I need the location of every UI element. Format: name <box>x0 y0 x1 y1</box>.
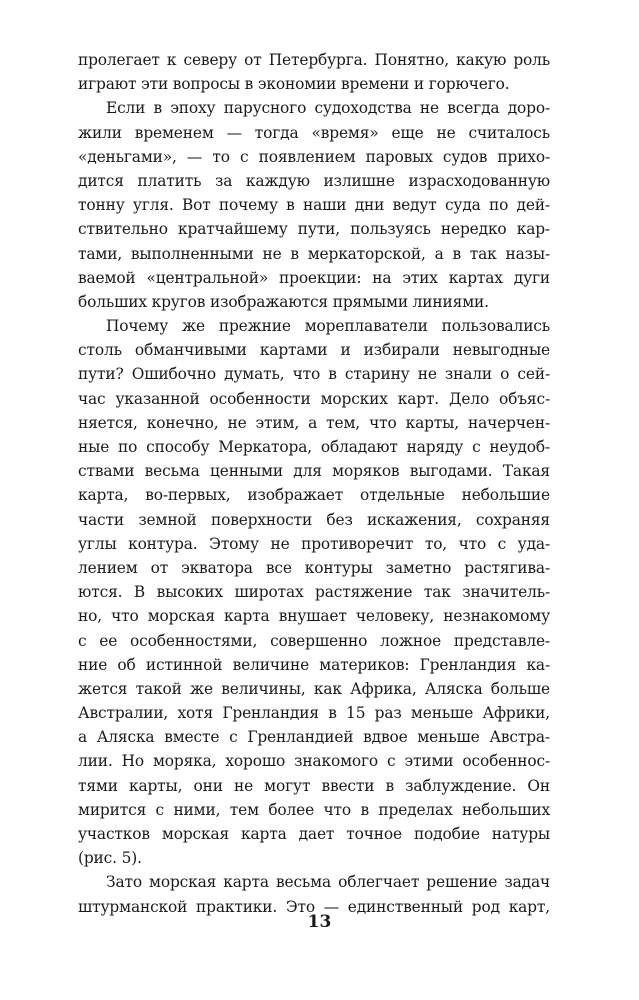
text-line: тями карты, они не могут ввести в заблуждение. Он <box>78 776 550 795</box>
text-line: с ее особенностями, совершенно ложное представле- <box>78 631 550 650</box>
text-line: а Аляска вместе с Гренландией вдвое меньше Австра- <box>78 728 550 747</box>
page-number: 13 <box>307 912 332 932</box>
text-line: ваемой «центральной» проекции: на этих картах дуги <box>78 268 550 287</box>
text-line: мирится с ними, тем более что в пределах небольших <box>78 800 550 819</box>
text-line: Почему же прежние мореплаватели пользовались <box>106 317 550 336</box>
text-line: штурманской практики. Это — единственный род карт, <box>78 897 550 916</box>
text-line: ние об истинной величине материков: Гренландия ка- <box>78 655 550 674</box>
text-line: карта, во-первых, изображает отдельные небольшие <box>78 486 550 505</box>
text-line: участков морская карта дает точное подобие натуры <box>78 825 550 843</box>
text-line: части земной поверхности без искажения, сохраняя <box>78 510 550 529</box>
text-line: (рис. 5). <box>78 849 142 868</box>
text-line: тонну угля. Вот почему в наши дни ведут суда по дей- <box>78 196 550 215</box>
text-line: Если в эпоху парусного судоходства не всегда доро- <box>106 99 550 118</box>
text-line: час указанной особенности морских карт. Дело объяс- <box>78 389 550 408</box>
text-line: больших кругов изображаются прямыми линиями. <box>78 292 489 311</box>
text-line: няется, конечно, не этим, а тем, что карты, начерчен- <box>78 413 550 432</box>
text-line: ные по способу Меркатора, обладают наряду с неудоб- <box>78 438 550 456</box>
text-line: Австралии, хотя Гренландия в 15 раз меньше Африки, <box>78 704 550 723</box>
text-line: ются. В высоких широтах растяжение так значитель- <box>78 583 550 602</box>
text-line: лии. Но моряка, хорошо знакомого с этими особеннос- <box>78 752 550 771</box>
text-line: жили временем — тогда «время» еще не считалось <box>78 123 550 142</box>
text-line: Зато морская карта весьма облегчает решение задач <box>106 873 550 892</box>
text-line: ствительно кратчайшему пути, пользуясь нередко кар- <box>78 220 550 239</box>
text-line: дится платить за каждую излишне израсходованную <box>78 171 550 190</box>
body-text <box>78 48 550 919</box>
text-line: «деньгами», — то с появлением паровых судов прихо- <box>78 147 550 166</box>
text-line: играют эти вопросы в экономии времени и горючего. <box>78 75 510 94</box>
text-line: столь обманчивыми картами и избирали невыгодные <box>78 341 550 360</box>
text-line: ствами весьма ценными для моряков выгодами. Такая <box>78 462 550 481</box>
text-line: пути? Ошибочно думать, что в старину не знали о сей- <box>78 365 550 384</box>
text-line: пролегает к северу от Петербурга. Понятно, какую роль <box>78 51 550 69</box>
text-line: лением от экватора все контуры заметно растягива- <box>78 558 550 577</box>
text-line: но, что морская карта внушает человеку, незнакомому <box>78 607 550 626</box>
text-line: углы контура. Этому не противоречит то, что с уда- <box>78 534 550 553</box>
text-line: жется такой же величины, как Африка, Аляска больше <box>78 679 550 698</box>
text-line: тами, выполненными не в меркаторской, а в так назы- <box>78 244 550 263</box>
